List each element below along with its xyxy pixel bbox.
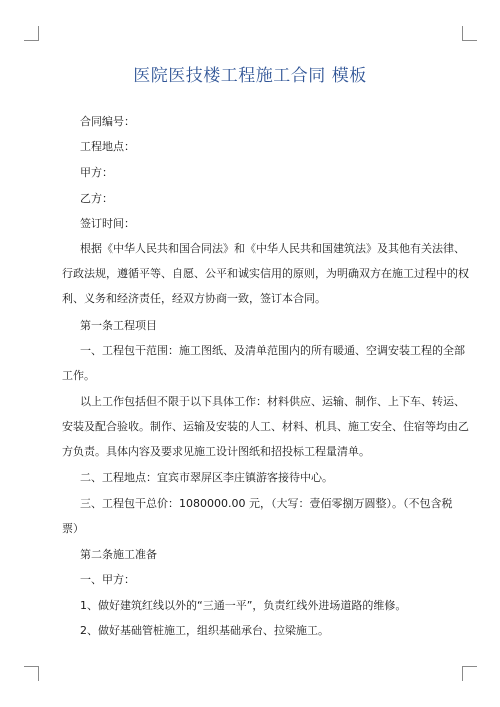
- scope-paragraph: [62, 338, 465, 388]
- field-party-b: 乙方：: [80, 192, 113, 205]
- scope-detail-paragraph: [62, 389, 469, 464]
- field-project-site: 工程地点：: [80, 140, 135, 153]
- paragraph-line: 以上工作包括但不限于以下具体工作：材料供应、运输、制作、上下车、转运、: [80, 395, 465, 408]
- location-line: 二、工程地点：宜宾市翠屏区李庄镇游客接待中心。: [80, 471, 333, 484]
- paragraph-line: 安装及配合验收。制作、运输及安装的人工、材料、机具、施工安全、住宿等均由乙: [62, 420, 469, 433]
- document-title: 医院医技楼工程施工合同 模板: [133, 66, 367, 86]
- article-2-heading: 第二条施工准备: [80, 548, 157, 561]
- field-contract-number: 合同编号：: [80, 115, 135, 128]
- crop-mark-top-left: [24, 26, 39, 41]
- paragraph-line: 方负责。具体内容及要求见施工设计图纸和招投标工程量清单。: [62, 445, 370, 458]
- list-item: 2、做好基础管桩施工，组织基础承台、拉梁施工。: [80, 624, 329, 637]
- list-item: 1、做好建筑红线以外的“三通一平”，负责红线外进场道路的维修。: [80, 599, 407, 612]
- price-paragraph: [62, 491, 453, 541]
- paragraph-line: 票）: [62, 522, 84, 535]
- paragraph-line: 一、工程包干范围：施工图纸、及清单范围内的所有暖通、空调安装工程的全部: [80, 344, 465, 357]
- crop-mark-bottom-left: [24, 666, 39, 681]
- field-party-a: 甲方：: [80, 166, 113, 179]
- field-signing-time: 签订时间：: [80, 217, 135, 230]
- paragraph-line: 利、义务和经济责任，经双方协商一致，签订本合同。: [62, 292, 326, 305]
- crop-mark-top-right: [462, 26, 477, 41]
- paragraph-line: 行政法规，遵循平等、自愿、公平和诚实信用的原则，为明确双方在施工过程中的权: [62, 267, 469, 280]
- paragraph-line: 工作。: [62, 369, 95, 382]
- intro-paragraph: [62, 236, 469, 311]
- article-1-heading: 第一条工程项目: [80, 319, 157, 332]
- paragraph-line: 三、工程包干总价：1080000.00 元，（大写：壹佰零捌万圆整）。（不包含税: [80, 497, 453, 510]
- paragraph-line: 根据《中华人民共和国合同法》和《中华人民共和国建筑法》及其他有关法律、: [80, 242, 465, 255]
- party-a-subheading: 一、甲方：: [80, 573, 135, 586]
- crop-mark-bottom-right: [462, 666, 477, 681]
